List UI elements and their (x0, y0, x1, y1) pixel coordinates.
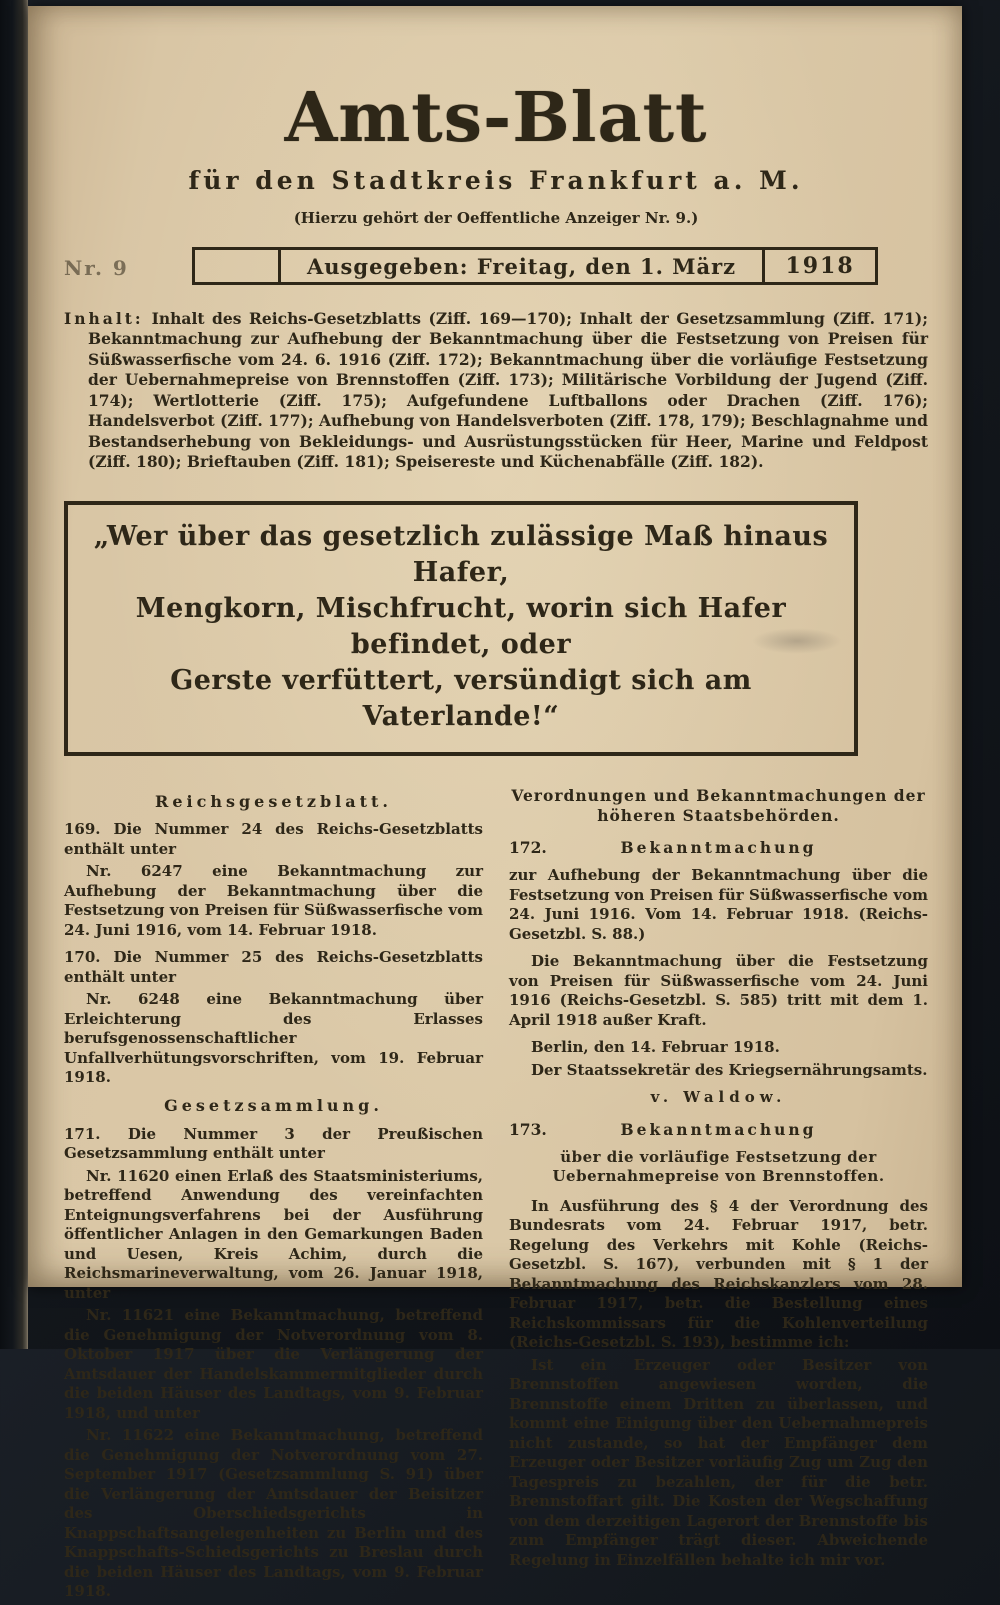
item-173-number: 173. (509, 1119, 547, 1139)
item-170-text: Die Nummer 25 des Reichs-Gesetzblatts enthält unter (64, 948, 483, 986)
issue-number: Nr. 9 (64, 256, 129, 280)
slogan-line-1: „Wer über das gesetzlich zulässige Maß hinaus Hafer, (93, 520, 829, 588)
slogan-line-2: Mengkorn, Mischfrucht, worin sich Hafer befindet, oder (135, 592, 787, 661)
book-right-edge (962, 0, 1000, 1349)
section-heading-gesetzsammlung: Gesetzsammlung. (164, 1095, 383, 1115)
item-169 (64, 820, 483, 859)
paragraph-nr-6247: Nr. 6247 eine Bekanntmachung zur Aufhebung der Bekanntmachung über die Festsetzung von Preisen für Süßwasserfische vom 24. Juni 1916, vom 14. Februar 1918. (64, 862, 483, 939)
item-171 (64, 1125, 483, 1164)
gazette-page (28, 6, 962, 1601)
article-columns (64, 784, 928, 1605)
item-172-heading (509, 838, 928, 858)
masthead-note: (Hierzu gehört der Oeffentliche Anzeiger Nr. 9.) (293, 209, 699, 227)
item-173-paragraph-2: Ist ein Erzeuger oder Besitzer von Brennstoffen angewiesen worden, die Brennstoffe einem Dritten zu überlassen, und kommt eine Einigung über den Uebernahmepreis nicht zustande, so hat der Empfänger dem Erzeuger oder Besitzer vorläufig Zug um Zug den Tagespreis zu bezahlen, der für die betr. Brennstoffart gilt. Die Kosten der Wegschaffung von dem derzeitigen Lagerort der Brennstoffe bis zum Empfänger trägt dieser. Abweichende Regelung in Einzelfällen behalte ich mir vor. (509, 1355, 928, 1569)
left-column (64, 784, 483, 1605)
item-173-subtitle: über die vorläufige Festsetzung der Uebernahmepreise von Brennstoffen. (552, 1147, 885, 1186)
paragraph-nr-11621: Nr. 11621 eine Bekanntmachung, betreffend die Genehmigung der Notverordnung vom 8. Oktober 1917 über die Verlängerung der Amtsdauer der Handelskammermitglieder durch die beiden Häuser des Landtags, vom 9. Februar 1918, und unter (64, 1306, 483, 1422)
item-172-body: Die Bekanntmachung über die Festsetzung von Preisen für Süßwasserfische vom 24. Juni 1916 (Reichs-Gesetzbl. S. 585) tritt mit dem 1. April 1918 außer Kraft. (509, 952, 928, 1029)
item-171-text: Die Nummer 3 der Preußischen Gesetzsammlung enthält unter (64, 1124, 483, 1163)
item-172-signoff: Der Staatssekretär des Kriegsernährungsamts. (531, 1060, 928, 1079)
table-of-contents (64, 309, 928, 473)
paragraph-nr-11622: Nr. 11622 eine Bekanntmachung, betreffend die Genehmigung der Notverordnung vom 27. September 1917 (Gesetzsammlung S. 91) über die Verlängerung der Amtsdauer der Beisitzer des Oberschiedsgerichts in Knappschaftsangelegenheiten zu Berlin und des Knappschafts-Schiedsgerichts zu Breslau durch die beiden Häuser des Landtags, vom 9. Februar 1918. (64, 1426, 483, 1601)
right-column (509, 784, 928, 1605)
item-170 (64, 948, 483, 987)
item-173-heading (509, 1120, 928, 1140)
item-170-number: 170. (64, 948, 101, 967)
slogan-line-3: Gerste verfüttert, versündigt sich am Vaterlande!“ (170, 665, 752, 733)
paragraph-nr-6248: Nr. 6248 eine Bekanntmachung über Erleichterung des Erlasses berufsgenossenschaftlicher Unfallverhütungsvorschriften, vom 19. Februar 1918. (64, 990, 483, 1087)
item-173-title: Bekanntmachung (620, 1119, 817, 1139)
publication-year: 1918 (785, 253, 855, 279)
item-172-title: Bekanntmachung (620, 837, 817, 857)
section-heading-verordnungen: Verordnungen und Bekanntmachungen der höheren Staatsbehörden. (511, 785, 926, 825)
date-band-spacer (195, 250, 281, 282)
slogan-box (64, 501, 858, 756)
issue-banner (64, 247, 928, 285)
item-169-number: 169. (64, 820, 101, 839)
paragraph-nr-11620: Nr. 11620 einen Erlaß des Staatsministeriums, betreffend Anwendung des vereinfachten Enteignungsverfahrens bei der Ausführung öffentlicher Anlagen in den Gemarkungen Baden und Uesen, Kreis Achim, durch die Reichsmarineverwaltung, vom 26. Januar 1918, unter (64, 1166, 483, 1302)
masthead-subtitle: für den Stadtkreis Frankfurt a. M. (188, 166, 804, 195)
item-169-text: Die Nummer 24 des Reichs-Gesetzblatts enthält unter (64, 820, 483, 858)
masthead-title: Amts-Blatt (284, 78, 708, 158)
date-band (192, 247, 878, 285)
item-172-signature: v. Waldow. (650, 1088, 787, 1107)
item-172-number: 172. (509, 837, 547, 857)
item-172-place-date: Berlin, den 14. Februar 1918. (531, 1038, 780, 1057)
publication-date: Ausgegeben: Freitag, den 1. März (281, 250, 765, 282)
ink-smudge (752, 628, 842, 654)
item-171-number: 171. (64, 1124, 101, 1143)
item-172-subtitle: zur Aufhebung der Bekanntmachung über die Festsetzung von Preisen für Süßwasserfische vom 24. Juni 1916. Vom 14. Februar 1918. (Reichs-Gesetzbl. S. 88.) (509, 866, 928, 943)
section-heading-reichsgesetzblatt: Reichsgesetzblatt. (155, 791, 392, 811)
book-spine-edge (0, 0, 28, 1349)
item-173-paragraph-1: In Ausführung des § 4 der Verordnung des Bundesrats vom 24. Februar 1917, betr. Regelung des Verkehrs mit Kohle (Reichs-Gesetzbl. S. 167), verbunden mit § 1 der Bekanntmachung des Reichskanzlers vom 28. Februar 1917, betr. die Bestellung eines Reichskommissars für die Kohlenverteilung (Reichs-Gesetzbl. S. 193), bestimme ich: (509, 1196, 928, 1352)
page-content (28, 6, 962, 1605)
toc-label: Inhalt: (64, 309, 144, 328)
toc-text: Inhalt des Reichs-Gesetzblatts (Ziff. 169—170); Inhalt der Gesetzsammlung (Ziff. 171); Bekanntmachung zur Aufhebung der Bekanntmachung über die Festsetzung von Preisen für Süßwasserfische vom 24. 6. 1916 (Ziff. 172); Bekanntmachung über die vorläufige Festsetzung der Uebernahmepreise von Brennstoffen (Ziff. 173); Militärische Vorbildung der Jugend (Ziff. 174); Wertlotterie (Ziff. 175); Aufgefundene Luftballons oder Drachen (Ziff. 176); Handelsverbot (Ziff. 177); Aufhebung von Handelsverboten (Ziff. 178, 179); Beschlagnahme und Bestandserhebung von Bekleidungs- und Ausrüstungsstücken für Heer, Marine und Feldpost (Ziff. 180); Brieftauben (Ziff. 181); Speisereste und Küchenabfälle (Ziff. 182). (88, 309, 928, 472)
